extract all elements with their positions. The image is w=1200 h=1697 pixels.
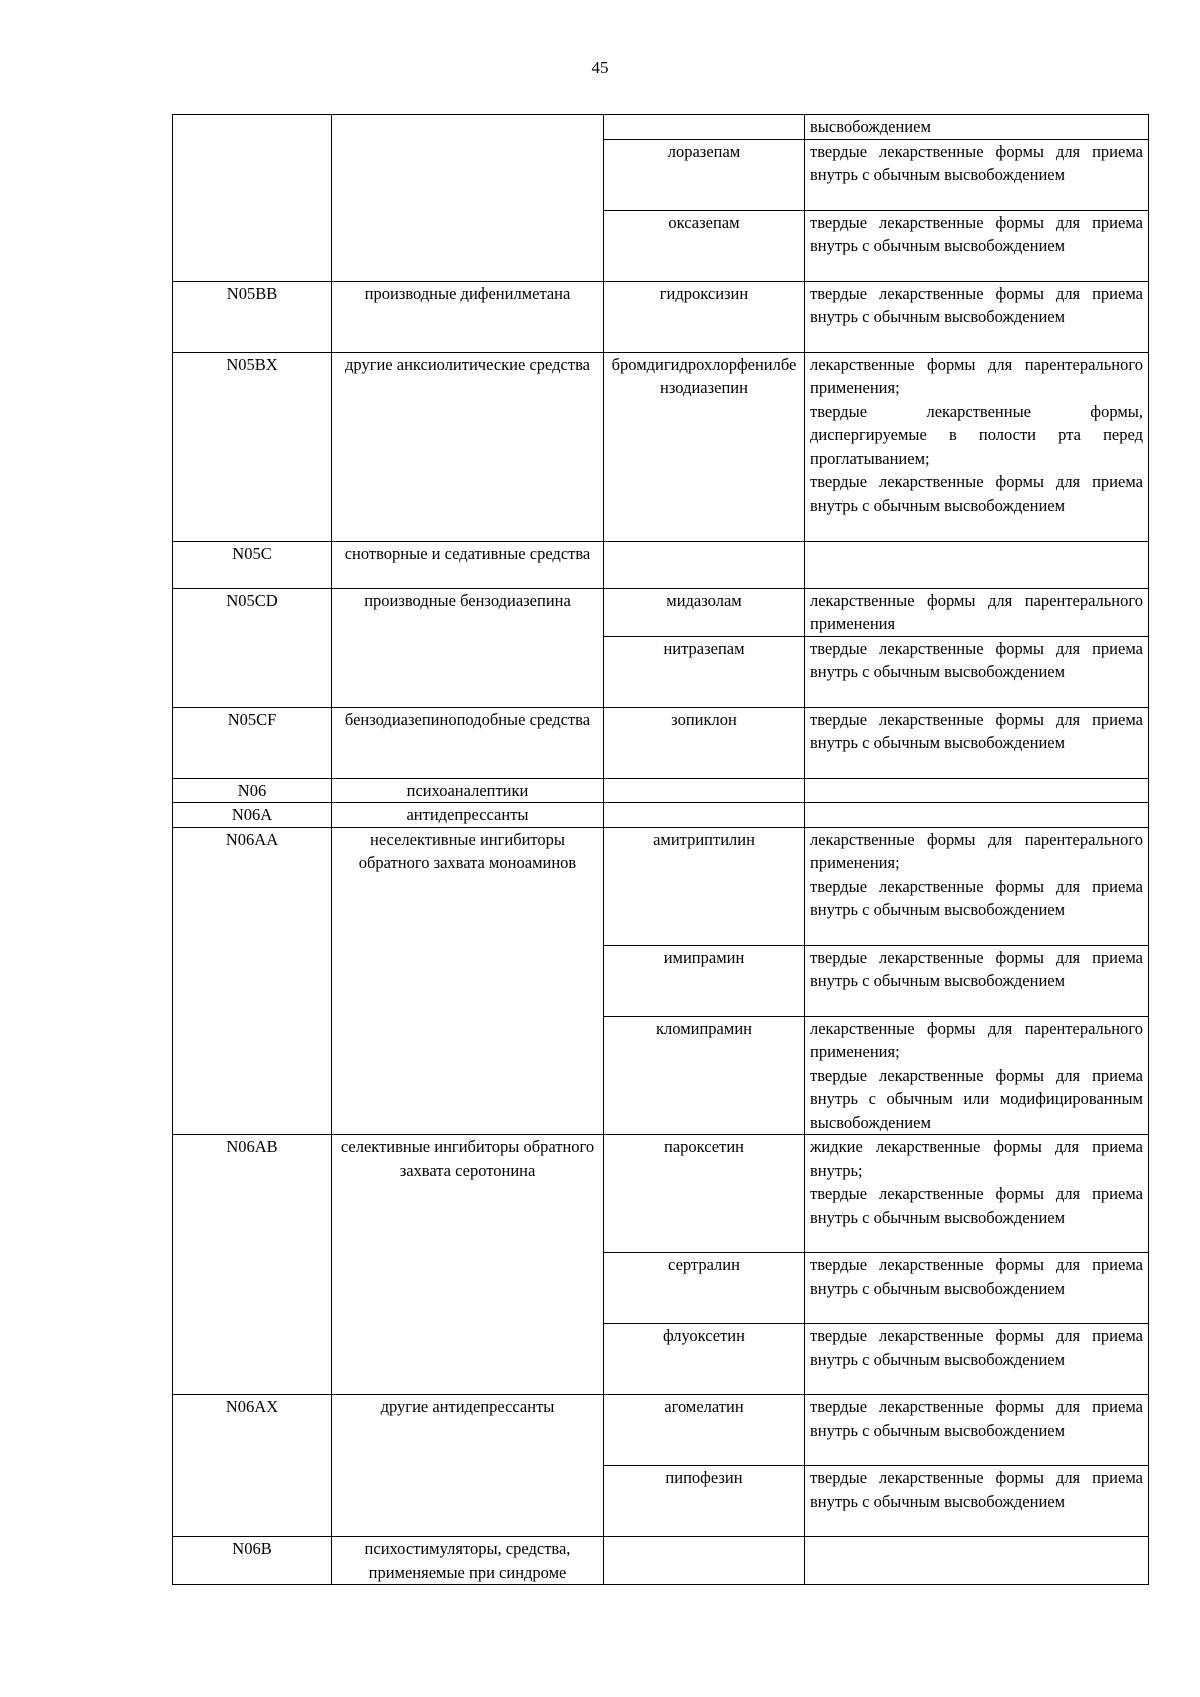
dosage-form-cell	[805, 803, 1149, 828]
dosage-form-line: лекарственные формы для парентерального применения;	[810, 829, 1143, 872]
group-cell: психостимуляторы, средства, применяемые при синдроме	[332, 1537, 604, 1585]
table-row	[173, 707, 1149, 778]
drug-cell: лоразепам	[604, 139, 805, 210]
dosage-form-line: лекарственные формы для парентерального применения;	[810, 354, 1143, 397]
group-cell: антидепрессанты	[332, 803, 604, 828]
drug-cell: гидроксизин	[604, 281, 805, 352]
dosage-form-cell: твердые лекарственные формы для приема внутрь с обычным высвобождением	[805, 707, 1149, 778]
dosage-form-cell	[805, 1016, 1149, 1135]
drug-cell: оксазепам	[604, 210, 805, 281]
dosage-form-line: твердые лекарственные формы для приема внутрь с обычным высвобождением	[810, 1184, 1143, 1227]
atc-code-cell	[173, 115, 332, 282]
atc-code-cell: N06AB	[173, 1135, 332, 1395]
dosage-form-cell	[805, 352, 1149, 541]
dosage-form-line: жидкие лекарственные формы для приема внутрь;	[810, 1137, 1143, 1180]
group-cell: другие антидепрессанты	[332, 1395, 604, 1537]
drug-cell: бромдигидрохлорфенилбензодиазепин	[604, 352, 805, 541]
table-row	[173, 541, 1149, 588]
dosage-form-cell: твердые лекарственные формы для приема внутрь с обычным высвобождением	[805, 281, 1149, 352]
dosage-form-cell	[805, 1135, 1149, 1253]
dosage-form-cell	[805, 541, 1149, 588]
atc-code-cell: N06AA	[173, 827, 332, 1135]
drug-cell	[604, 778, 805, 803]
drug-cell	[604, 115, 805, 140]
table-row	[173, 281, 1149, 352]
atc-code-cell: N05BX	[173, 352, 332, 541]
drug-cell: флуоксетин	[604, 1324, 805, 1395]
dosage-form-cell: твердые лекарственные формы для приема внутрь с обычным высвобождением	[805, 1253, 1149, 1324]
drug-cell: сертралин	[604, 1253, 805, 1324]
group-cell: бензодиазепиноподобные средства	[332, 707, 604, 778]
dosage-form-line: твердые лекарственные формы, диспергируемые в полости рта перед проглатыванием;	[810, 401, 1143, 468]
atc-code-cell: N06	[173, 778, 332, 803]
drug-cell: имипрамин	[604, 945, 805, 1016]
dosage-form-line: твердые лекарственные формы для приема внутрь с обычным высвобождением	[810, 876, 1143, 919]
dosage-form-cell: твердые лекарственные формы для приема внутрь с обычным высвобождением	[805, 210, 1149, 281]
drug-cell: агомелатин	[604, 1395, 805, 1466]
drug-cell: амитриптилин	[604, 827, 805, 945]
table-row	[173, 827, 1149, 945]
dosage-form-cell	[805, 827, 1149, 945]
drug-cell	[604, 1537, 805, 1585]
dosage-form-line: твердые лекарственные формы для приема внутрь с обычным высвобождением	[810, 472, 1143, 515]
dosage-form-cell: твердые лекарственные формы для приема внутрь с обычным высвобождением	[805, 945, 1149, 1016]
drug-list-table	[172, 114, 1149, 1585]
dosage-form-cell: твердые лекарственные формы для приема внутрь с обычным высвобождением	[805, 636, 1149, 707]
dosage-form-line: твердые лекарственные формы для приема внутрь с обычным или модифицированным высвобождением	[810, 1065, 1143, 1132]
drug-cell: нитразепам	[604, 636, 805, 707]
page-number: 45	[591, 58, 609, 77]
drug-cell: кломипрамин	[604, 1016, 805, 1135]
drug-cell: зопиклон	[604, 707, 805, 778]
atc-code-cell: N05CD	[173, 588, 332, 707]
group-cell: производные бензодиазепина	[332, 588, 604, 707]
group-cell: селективные ингибиторы обратного захвата серотонина	[332, 1135, 604, 1395]
table-row	[173, 352, 1149, 541]
atc-code-cell: N05BB	[173, 281, 332, 352]
drug-cell: пипофезин	[604, 1466, 805, 1537]
table-row	[173, 1395, 1149, 1466]
dosage-form-cell: твердые лекарственные формы для приема внутрь с обычным высвобождением	[805, 1395, 1149, 1466]
drug-cell: пароксетин	[604, 1135, 805, 1253]
table-row	[173, 803, 1149, 828]
dosage-form-cell: высвобождением	[805, 115, 1149, 140]
group-cell: психоаналептики	[332, 778, 604, 803]
dosage-form-cell	[805, 1537, 1149, 1585]
group-cell: производные дифенилметана	[332, 281, 604, 352]
dosage-form-cell: твердые лекарственные формы для приема внутрь с обычным высвобождением	[805, 1324, 1149, 1395]
dosage-form-cell: твердые лекарственные формы для приема внутрь с обычным высвобождением	[805, 139, 1149, 210]
atc-code-cell: N05C	[173, 541, 332, 588]
table-row	[173, 1537, 1149, 1585]
table-row	[173, 778, 1149, 803]
group-cell: снотворные и седативные средства	[332, 541, 604, 588]
table-row	[173, 588, 1149, 636]
group-cell	[332, 115, 604, 282]
dosage-form-cell: твердые лекарственные формы для приема внутрь с обычным высвобождением	[805, 1466, 1149, 1537]
atc-code-cell: N06AX	[173, 1395, 332, 1537]
table-row	[173, 1135, 1149, 1253]
atc-code-cell: N05CF	[173, 707, 332, 778]
atc-code-cell: N06A	[173, 803, 332, 828]
atc-code-cell: N06B	[173, 1537, 332, 1585]
table-row	[173, 115, 1149, 140]
group-cell: неселективные ингибиторы обратного захвата моноаминов	[332, 827, 604, 1135]
dosage-form-cell: лекарственные формы для парентерального применения	[805, 588, 1149, 636]
drug-cell	[604, 541, 805, 588]
dosage-form-cell	[805, 778, 1149, 803]
drug-cell	[604, 803, 805, 828]
drug-cell: мидазолам	[604, 588, 805, 636]
dosage-form-line: лекарственные формы для парентерального применения;	[810, 1018, 1143, 1061]
group-cell: другие анксиолитические средства	[332, 352, 604, 541]
